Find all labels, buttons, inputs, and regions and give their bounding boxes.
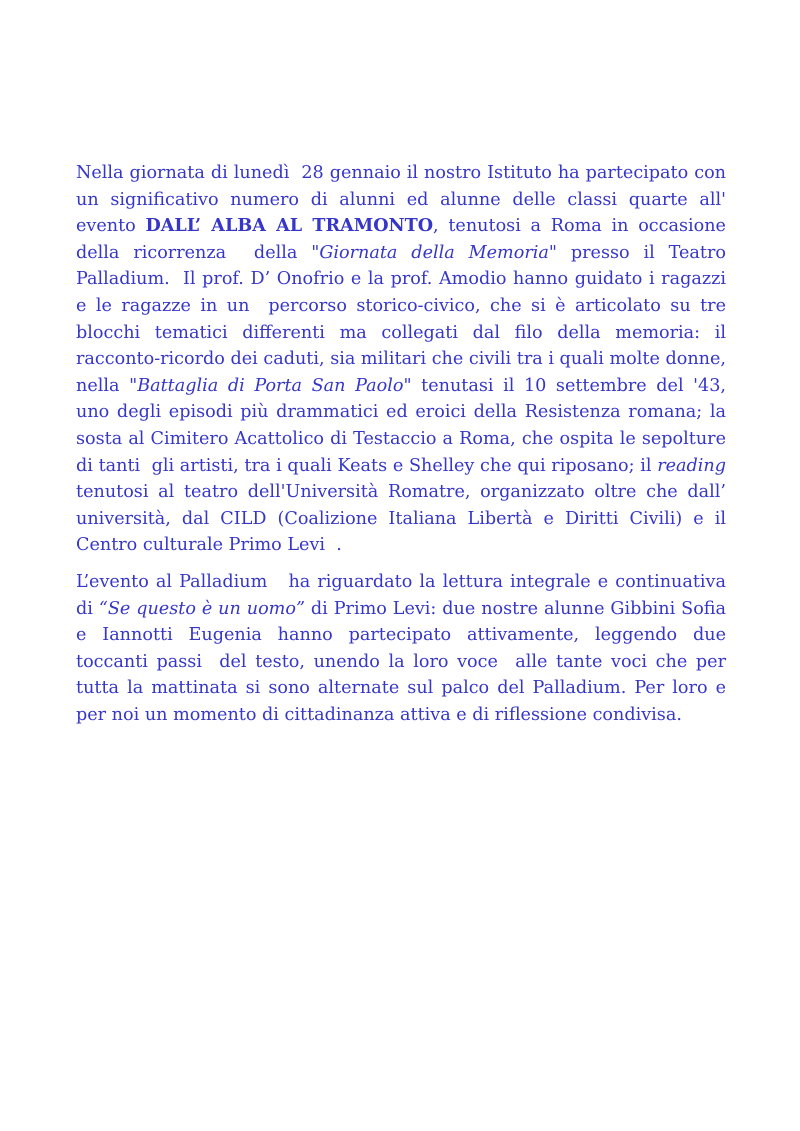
book-title: “Se questo è un uomo” [98,598,305,619]
paragraph-1-text-1: Nella giornata di lunedì 28 gennaio il nostro Istituto ha partecipato con un significativo numero di alunni ed alunne delle classi quarte all' evento [76,163,732,237]
memorial-day-title: Giornata della Memoria [319,242,549,263]
battle-name: Battaglia di Porta San Paolo [137,375,404,396]
paragraph-2-text-1: L’evento al Palladium ha riguardato la lettura integrale e continuativa di [76,571,732,619]
paragraph-1-text-4: " tenutasi il 10 settembre del '43, uno degli episodi più drammatici ed eroici della Resistenza romana; la sosta al Cimitero Acattolico di Testaccio a Roma, che ospita le sepolture di tanti gli artisti, tra i quali Keats e Shelley che qui riposano; il [76,375,738,476]
event-name: DALL’ ALBA AL TRAMONTO [145,215,434,237]
paragraph-1 [76,160,738,559]
paragraph-1-text-2: , tenutosi a Roma in occasione della ricorrenza della " [76,216,732,263]
paragraph-2-text-2: di Primo Levi: due nostre alunne Gibbini Sofia e Iannotti Eugenia hanno partecipato attivamente, leggendo due toccanti passi del testo, unendo la loro voce alle tante voci che per tutta la mattinata si sono alternate sul palco del Palladium. Per loro e per noi un momento di cittadinanza attiva e di riflessione condivisa. [76,598,732,725]
paragraph-2 [76,569,732,729]
paragraph-1-text-3: " presso il Teatro Palladium. Il prof. D’ Onofrio e la prof. Amodio hanno guidato i ragazzi e le ragazze in un percorso storico-civico, che si è articolato su tre blocchi tematici differenti ma collegati dal filo della memoria: il racconto-ricordo dei caduti, sia militari che civili tra i quali molte donne, nella " [76,242,732,396]
article-body [76,160,738,738]
reading-word: reading [657,455,726,476]
paragraph-1-text-5: tenutosi al teatro dell'Università Romatre, organizzato oltre che dall’ università, dal CILD (Coalizione Italiana Libertà e Diritti Civili) e il Centro culturale Primo Levi . [76,455,732,556]
